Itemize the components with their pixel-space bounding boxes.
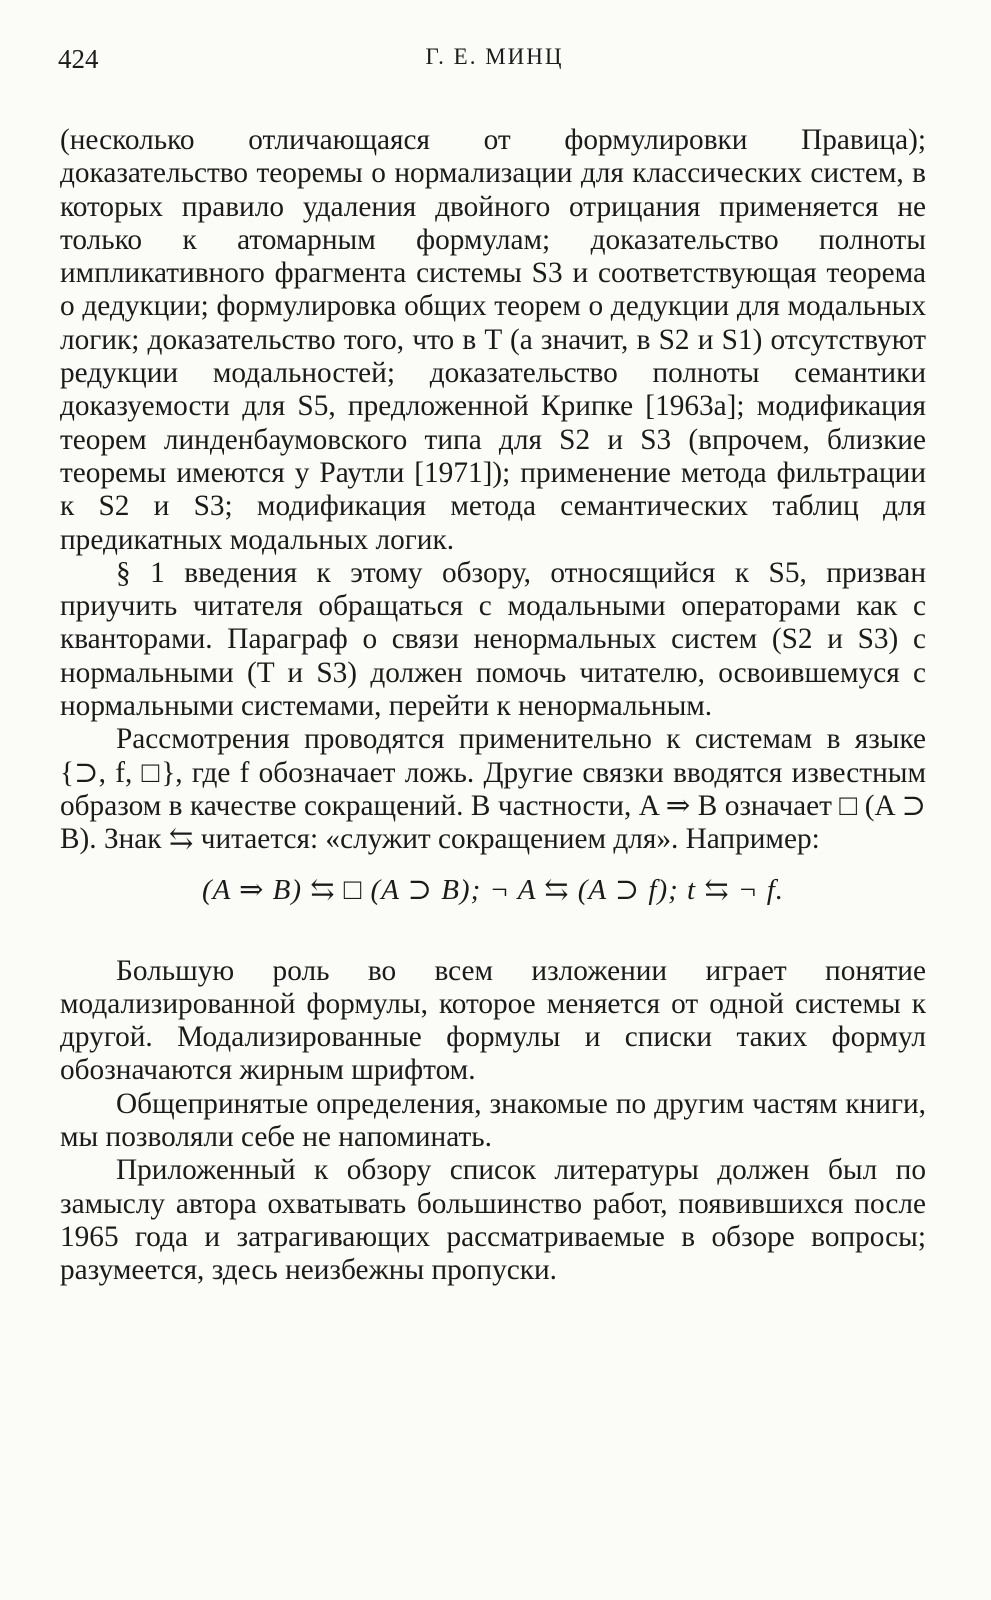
- paragraph-4: Большую роль во всем изложении играет понятие модализированной формулы, которое меняется от одной системы к другой. Модализированные формулы и списки таких формул обозначаются жирным шрифтом.: [60, 954, 926, 1087]
- formula-line: (A ⇒ B) ⇆ □ (A ⊃ B); ¬ A ⇆ (A ⊃ f); t ⇆ ¬ f.: [201, 873, 785, 906]
- paragraph-5: Общепринятые определения, знакомые по другим частям книги, мы позволяли себе не напоминать.: [60, 1087, 926, 1154]
- paragraph-3: Рассмотрения проводятся применительно к системам в языке {⊃, f, □}, где f обозначает ложь. Другие связки вводятся известным образом в качестве сокращений. В частности, A ⇒ B означает □ (A ⊃ B). Знак ⇆ читается: «служит сокращением для». Например:: [60, 723, 926, 856]
- body-text: [60, 124, 926, 1288]
- paragraph-2: § 1 введения к этому обзору, относящийся к S5, призван приучить читателя обращаться с модальными операторами как с кванторами. Параграф о связи ненормальных систем (S2 и S3) с нормальными (T и S3) должен помочь читателю, освоившемуся с нормальными системами, перейти к ненормальным.: [60, 556, 926, 723]
- paragraph-1: (несколько отличающаяся от формулировки Правица); доказательство теоремы о нормализации для классических систем, в которых правило удаления двойного отрицания применяется не только к атомарным формулам; доказательство полноты импликативного фрагмента системы S3 и соответствующая теорема о дедукции; формулировка общих теорем о дедукции для модальных логик; доказательство того, что в T (а значит, в S2 и S1) отсутствуют редукции модальностей; доказательство полноты семантики доказуемости для S5, предложенной Крипке [1963а]; модификация теорем линденбаумовского типа для S2 и S3 (впрочем, близкие теоремы имеются у Раутли [1971]); применение метода фильтрации к S2 и S3; модификация метода семантических таблиц для предикатных модальных логик.: [60, 124, 926, 556]
- paragraph-6: Приложенный к обзору список литературы должен был по замыслу автора охватывать большинство работ, появившихся после 1965 года и затрагивающих рассматриваемые в обзоре вопросы; разумеется, здесь неизбежны пропуски.: [60, 1154, 926, 1287]
- page-number: 424: [58, 44, 99, 74]
- page-header: [58, 44, 931, 84]
- running-head: Г. Е. МИНЦ: [425, 44, 564, 69]
